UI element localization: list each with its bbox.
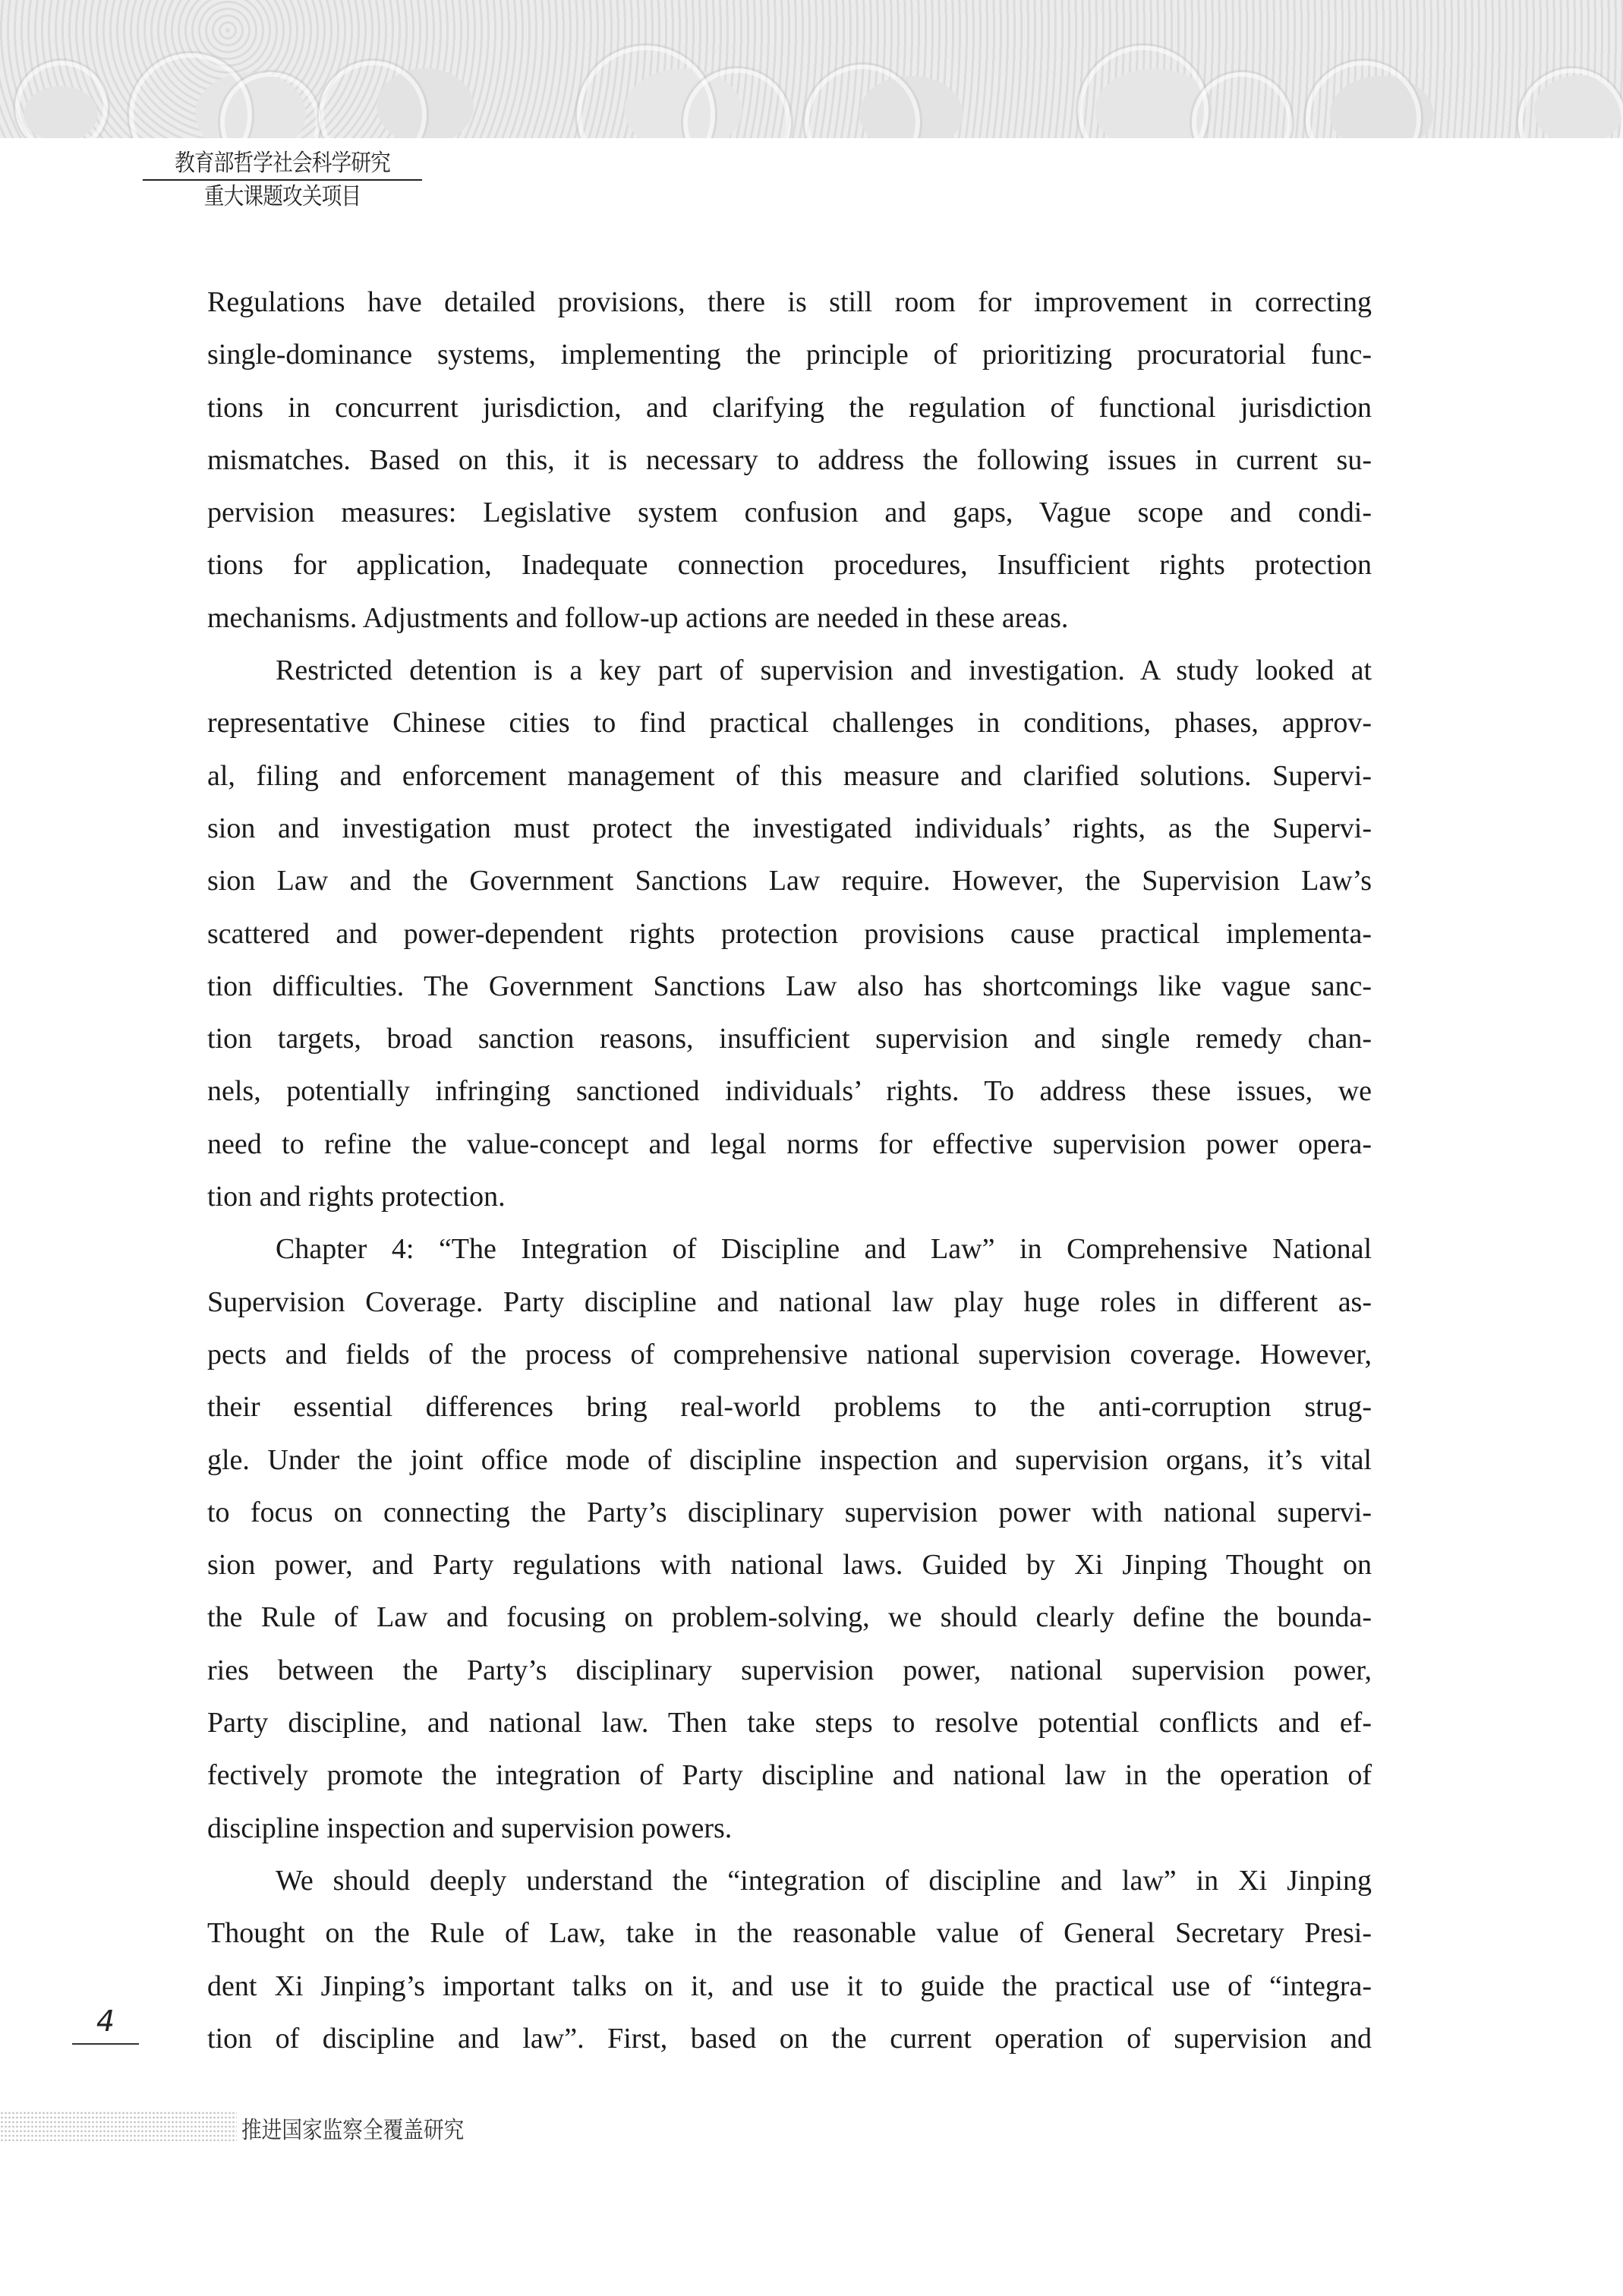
text-line: tion difficulties. The Government Sanctions Law also has shortcomings like vague sanc- — [207, 970, 1372, 1002]
text-line: pects and fields of the process of comprehensive national supervision coverage. However, — [207, 1338, 1372, 1370]
text-line: ries between the Party’s disciplinary supervision power, national supervision power, — [207, 1654, 1372, 1686]
text-line: al, filing and enforcement management of this measure and clarified solutions. Supervi- — [207, 759, 1372, 792]
text-line: Party discipline, and national law. Then take steps to resolve potential conflicts and ef- — [207, 1707, 1372, 1739]
text-line: tion of discipline and law”. First, based on the current operation of supervision and — [207, 2022, 1372, 2055]
text-line: gle. Under the joint office mode of discipline inspection and supervision organs, it’s vital — [207, 1443, 1372, 1476]
text-line: We should deeply understand the “integration of discipline and law” in Xi Jinping — [276, 1864, 1372, 1897]
text-line: need to refine the value-concept and legal norms for effective supervision power opera- — [207, 1128, 1372, 1160]
text-line: sion and investigation must protect the investigated individuals’ rights, as the Supervi- — [207, 812, 1372, 844]
text-line: fectively promote the integration of Party discipline and national law in the operation of — [207, 1759, 1372, 1792]
text-line: tion and rights protection. — [207, 1181, 506, 1213]
decorative-cloud-banner — [0, 0, 1623, 138]
text-line: sion power, and Party regulations with national laws. Guided by Xi Jinping Thought on — [207, 1549, 1372, 1582]
text-line: Thought on the Rule of Law, take in the reasonable value of General Secretary Presi- — [207, 1917, 1372, 1950]
running-header — [143, 149, 422, 210]
text-line: single-dominance systems, implementing the principle of prioritizing procuratorial func- — [207, 339, 1372, 371]
text-line: discipline inspection and supervision powers. — [207, 1812, 733, 1844]
paragraph — [207, 645, 1372, 1223]
book-title: 推进国家监察全覆盖研究 — [241, 2117, 465, 2144]
text-line: mechanisms. Adjustments and follow-up actions are needed in these areas. — [207, 601, 1069, 634]
text-line: their essential differences bring real-world problems to the anti-corruption strug- — [207, 1391, 1372, 1424]
paragraph — [207, 1855, 1372, 2065]
text-line: Chapter 4: “The Integration of Discipline and Law” in Comprehensive National — [276, 1233, 1372, 1266]
series-title: 教育部哲学社会科学研究 — [175, 150, 390, 177]
page-number: 4 — [96, 2004, 115, 2038]
text-line: scattered and power-dependent rights protection provisions cause practical implementa- — [207, 917, 1372, 950]
header-divider — [143, 179, 422, 181]
text-line: tion targets, broad sanction reasons, insufficient supervision and single remedy chan- — [207, 1023, 1372, 1055]
text-line: representative Chinese cities to find practical challenges in conditions, phases, approv- — [207, 707, 1372, 740]
text-line: nels, potentially infringing sanctioned individuals’ rights. To address these issues, we — [207, 1075, 1372, 1108]
paragraph — [207, 1223, 1372, 1855]
page-number-underline — [72, 2043, 139, 2045]
text-line: tions in concurrent jurisdiction, and clarifying the regulation of functional jurisdiction — [207, 391, 1372, 424]
series-subtitle: 重大课题攻关项目 — [203, 183, 361, 210]
text-line: tions for application, Inadequate connection procedures, Insufficient rights protection — [207, 549, 1372, 582]
body-text — [207, 276, 1372, 2065]
text-line: Regulations have detailed provisions, there is still room for improvement in correcting — [207, 286, 1372, 318]
text-line: to focus on connecting the Party’s disciplinary supervision power with national supervi- — [207, 1496, 1372, 1528]
text-line: sion Law and the Government Sanctions Law require. However, the Supervision Law’s — [207, 865, 1372, 897]
text-line: dent Xi Jinping’s important talks on it, and use it to guide the practical use of “integra- — [207, 1970, 1372, 2002]
text-line: mismatches. Based on this, it is necessary to address the following issues in current su- — [207, 443, 1372, 476]
text-line: pervision measures: Legislative system confusion and gaps, Vague scope and condi- — [207, 497, 1372, 529]
footer-dot-pattern — [0, 2111, 237, 2141]
text-line: the Rule of Law and focusing on problem-solving, we should clearly define the bounda- — [207, 1601, 1372, 1634]
text-line: Restricted detention is a key part of supervision and investigation. A study looked at — [276, 654, 1372, 687]
text-line: Supervision Coverage. Party discipline and national law play huge roles in different as- — [207, 1285, 1372, 1318]
paragraph — [207, 276, 1372, 645]
